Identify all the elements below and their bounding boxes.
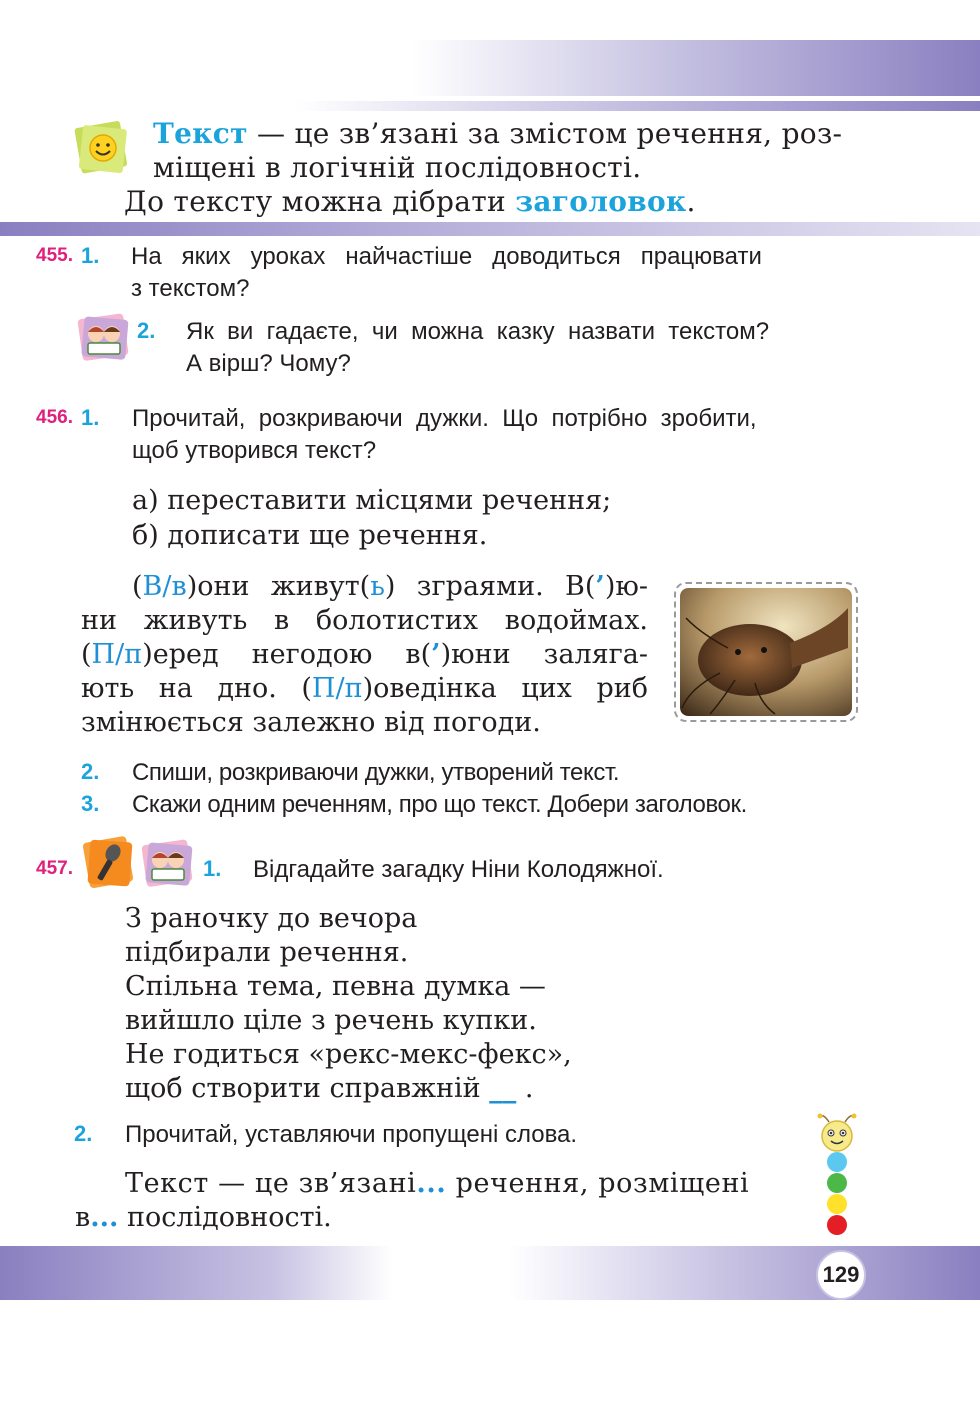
task-456-q2-text: Спиши, розкриваючи дужки, утворений текст. — [132, 759, 620, 786]
rule-line-3-pre: До тексту можна дібрати — [124, 185, 516, 218]
text-fragment: )юни залягa- — [440, 639, 648, 670]
rule-underline-band — [0, 222, 980, 236]
apostrophe-mark: ’ — [595, 571, 605, 602]
missing-word-dots: ... — [416, 1168, 447, 1199]
task-456-q1-line-1: Прочитай, розкриваючи дужки. Що потрібно зробити, — [132, 405, 757, 432]
text-fragment: )они живут( — [186, 571, 371, 602]
poem-line: Спільна тема, певна думка — — [125, 971, 546, 1002]
header-band — [0, 40, 980, 96]
task-455-q2-number: 2. — [137, 318, 156, 343]
task-number-456: 456. — [36, 407, 73, 428]
task-455-q2-line-1: Як ви гадаєте, чи можна казку назвати текстом? — [186, 318, 770, 345]
task-number-457: 457. — [36, 858, 73, 879]
answer-blank: __ — [489, 1073, 517, 1104]
paragraph-line-4 — [81, 672, 648, 706]
difficulty-dot-green — [827, 1173, 847, 1193]
catfish-photo — [674, 582, 858, 722]
choice-letter: ь — [370, 571, 385, 602]
task-457-q1-text: Відгадайте загадку Ніни Колодяжної. — [253, 856, 664, 883]
task-457-q2-number: 2. — [74, 1121, 93, 1146]
apostrophe-mark: ’ — [431, 639, 441, 670]
text-fragment: ) зграями. В( — [384, 571, 596, 602]
task-456-q3-text: Скажи одним реченням, про що текст. Добери заголовок. — [132, 791, 747, 818]
paragraph-line-2: ни живуть в болотистих водоймах. — [81, 605, 648, 636]
fill-text: речення, розміщені — [446, 1168, 750, 1199]
rule-line-1-rest: — це зв’язані за змістом речення, роз- — [247, 117, 843, 150]
fill-text: Текст — це зв’язані — [125, 1168, 417, 1199]
paragraph-line-5: змінюється залежно від погоди. — [81, 707, 541, 738]
task-457-q2-text: Прочитай, уставляючи пропущені слова. — [125, 1121, 578, 1148]
option-b: б) дописати ще речення. — [132, 520, 488, 551]
paragraph-line-1 — [132, 570, 648, 604]
term-text: Текст — [153, 117, 248, 150]
text-fragment: )ю- — [604, 571, 648, 602]
text-fragment: ють на дно. ( — [81, 673, 312, 704]
choice-letter: В/в — [142, 571, 187, 602]
poem-line: Не годиться «рекс-мекс-фекс», — [125, 1039, 572, 1070]
task-456-q1-number: 1. — [81, 405, 100, 430]
pair-work-icon — [140, 836, 196, 890]
paragraph-line-3 — [81, 638, 648, 672]
difficulty-dot-blue — [827, 1152, 847, 1172]
fill-text: в — [75, 1202, 91, 1233]
microphone-icon — [80, 833, 138, 891]
poem-text: щоб створити справжній — [125, 1073, 490, 1104]
task-456-q2-number: 2. — [81, 759, 100, 784]
task-455-q2-line-2: А вірш? Чому? — [186, 350, 351, 377]
task-457-q1-number: 1. — [203, 856, 222, 881]
paren: ( — [81, 639, 92, 670]
task-455-q1-line-2: з текстом? — [131, 275, 250, 302]
task-456-q3-number: 3. — [81, 791, 100, 816]
poem-last-line — [125, 1072, 533, 1106]
task-number-455: 455. — [36, 245, 73, 266]
fill-line-1 — [125, 1167, 793, 1201]
rule-line-1 — [153, 117, 858, 151]
task-455-q1-line-1: На яких уроках найчастіше доводиться працювати — [131, 243, 762, 270]
choice-letter: П/п — [91, 639, 143, 670]
text-fragment: )оведінка цих риб — [362, 673, 648, 704]
fill-text: послідовності. — [118, 1202, 332, 1233]
term-heading: заголовок — [515, 185, 687, 218]
task-456-q1-line-2: щоб утворився текст? — [132, 437, 377, 464]
task-455-q1-number: 1. — [81, 243, 100, 268]
fill-line-2 — [75, 1201, 332, 1235]
choice-letter: П/п — [311, 673, 363, 704]
paren: ( — [132, 571, 143, 602]
rule-line-3 — [124, 185, 858, 219]
page-number: 129 — [816, 1250, 866, 1300]
option-a: а) переставити місцями речення; — [132, 485, 612, 516]
caterpillar-difficulty-icon — [812, 1112, 862, 1244]
poem-line: З раночку до вечора — [125, 903, 418, 934]
poem-text: . — [516, 1073, 534, 1104]
rule-line-3-end: . — [686, 185, 696, 218]
pair-work-icon — [76, 310, 132, 364]
header-stripe — [0, 101, 980, 111]
rule-line-2: міщені в логічній послідовності. — [153, 151, 642, 184]
missing-word-dots: ... — [90, 1202, 119, 1233]
smiley-note-icon — [72, 118, 132, 178]
poem-line: підбирали речення. — [125, 937, 409, 968]
poem-line: вийшло ціле з речень купки. — [125, 1005, 537, 1036]
difficulty-dot-yellow — [827, 1194, 847, 1214]
text-fragment: )еред негодою в( — [142, 639, 432, 670]
difficulty-dot-red — [827, 1215, 847, 1235]
